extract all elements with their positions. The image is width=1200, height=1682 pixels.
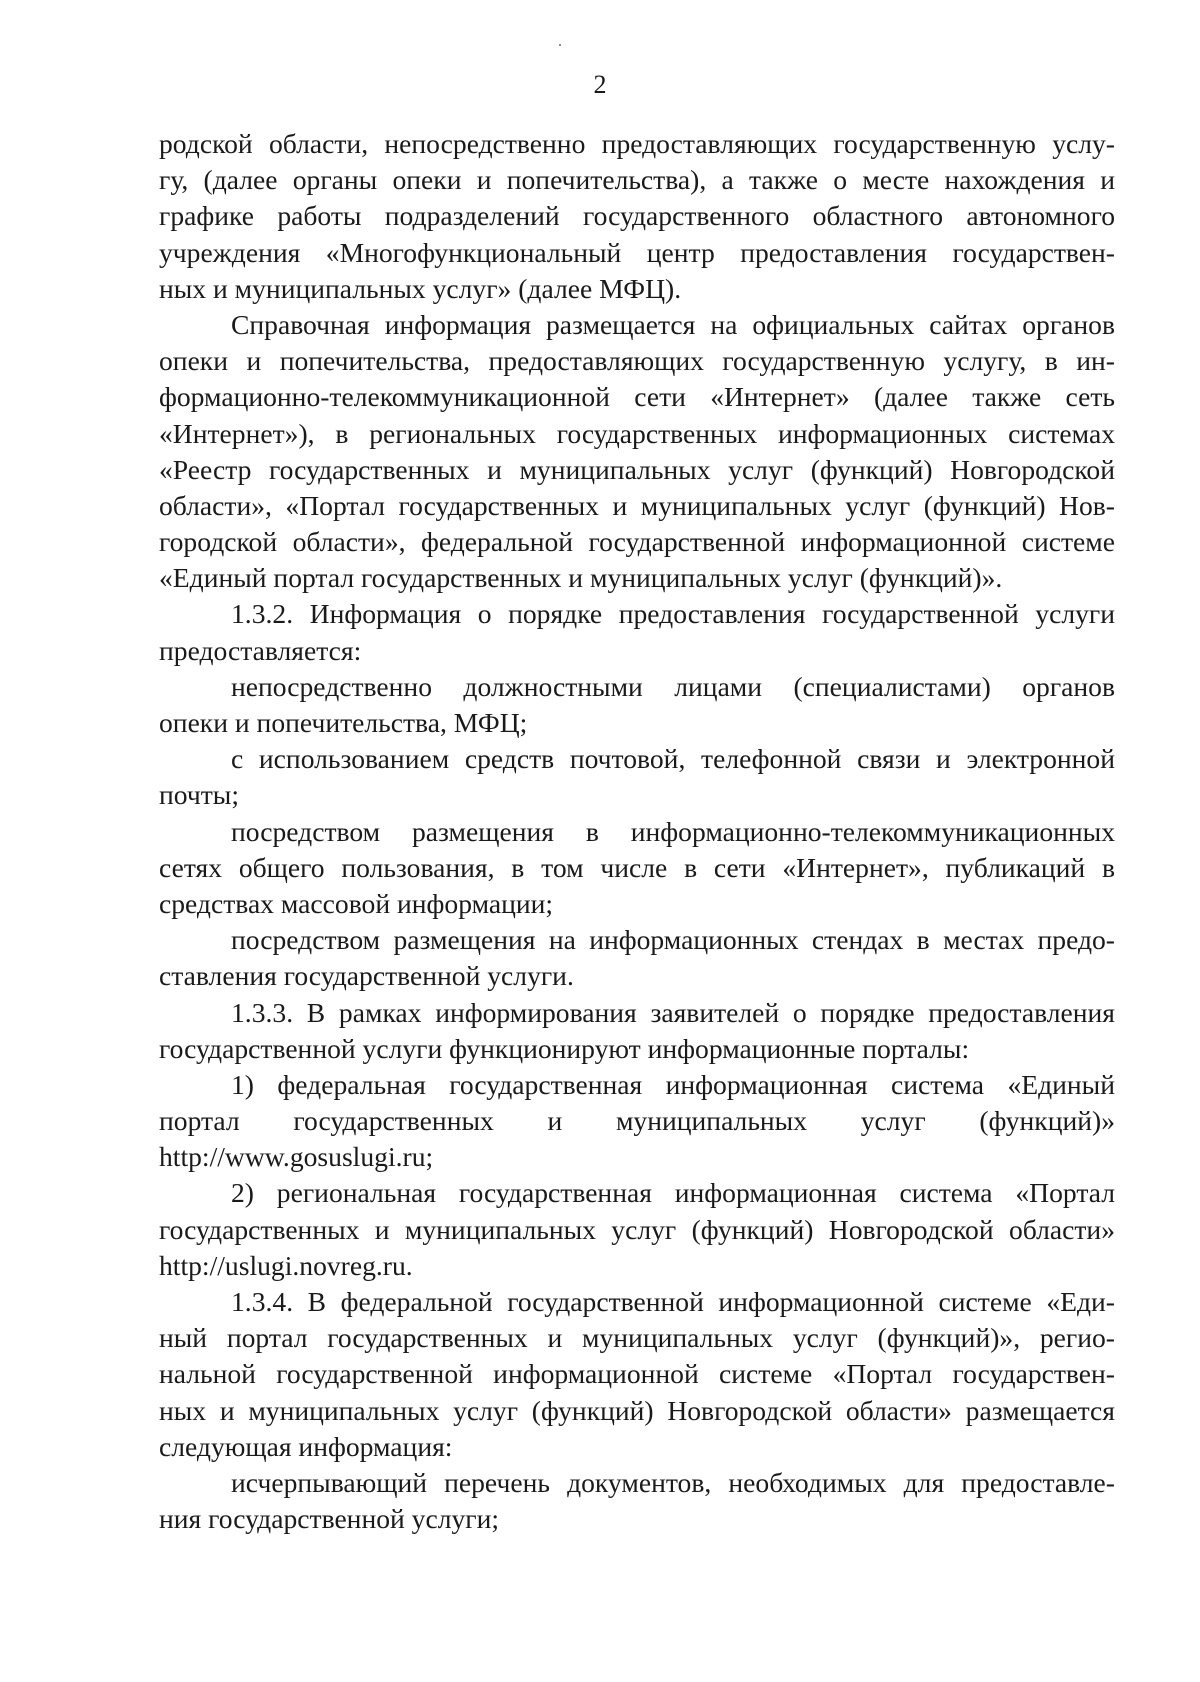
document-body <box>159 126 1115 1537</box>
url-line: http://uslugi.novreg.ru. <box>159 1249 413 1281</box>
paragraph-first-line: с использованием средств почтовой, телефонной связи и электронной <box>231 743 1115 775</box>
text-line: родской области, непосредственно предоставляющих государственную услу- <box>159 128 1115 159</box>
paragraph-first-line: исчерпывающий перечень документов, необходимых для предоставле- <box>231 1466 1115 1498</box>
text-line: государственных и муниципальных услуг (функций) Новгородской области» <box>159 1213 1115 1245</box>
paragraph-first-line: посредством размещения в информационно-телекоммуникационных <box>231 815 1115 847</box>
text-line: нальной государственной информационной системе «Портал государствен- <box>159 1358 1115 1390</box>
text-line: ный портал государственных и муниципальных услуг (функций)», регио- <box>159 1322 1115 1354</box>
text-line: ных и муниципальных услуг» (далее МФЦ). <box>159 272 682 304</box>
scan-speck <box>559 44 561 46</box>
text-line: опеки и попечительства, предоставляющих государственную услугу, в ин- <box>159 345 1115 377</box>
url-line: http://www.gosuslugi.ru; <box>159 1141 434 1173</box>
text-line: «Реестр государственных и муниципальных услуг (функций) Новгородской <box>159 453 1115 485</box>
text-line: графике работы подразделений государственного областного автономного <box>159 200 1115 232</box>
text-line: средствах массовой информации; <box>159 887 554 919</box>
text-line: учреждения «Многофункциональный центр предоставления государствен- <box>159 236 1115 268</box>
paragraph-first-line: 1.3.4. В федеральной государственной информационной системе «Еди- <box>231 1286 1115 1317</box>
paragraph-first-line: 1) федеральная государственная информационная система «Единый <box>231 1068 1115 1100</box>
paragraph-first-line: 2) региональная государственная информационная система «Портал <box>231 1177 1115 1209</box>
text-line: следующая информация: <box>159 1430 453 1462</box>
text-line: опеки и попечительства, МФЦ; <box>159 707 528 738</box>
paragraph-first-line: Справочная информация размещается на официальных сайтах органов <box>231 308 1115 340</box>
text-line: формационно-телекоммуникационной сети «Интернет» (далее также сеть <box>159 381 1115 413</box>
paragraph-first-line: посредством размещения на информационных стендах в местах предо- <box>231 924 1115 956</box>
text-line: ставления государственной услуги. <box>159 960 574 992</box>
text-line: портал государственных и муниципальных услуг (функций)» <box>159 1105 1115 1137</box>
text-line: сетях общего пользования, в том числе в сети «Интернет», публикаций в <box>159 851 1115 883</box>
text-line: области», «Портал государственных и муниципальных услуг (функций) Нов- <box>159 489 1115 521</box>
text-line: государственной услуги функционируют информационные порталы: <box>159 1032 970 1064</box>
paragraph-first-line: 1.3.2. Информация о порядке предоставления государственной услуги <box>231 598 1115 630</box>
text-line: гу, (далее органы опеки и попечительства), а также о месте нахождения и <box>159 164 1115 196</box>
paragraph-first-line: 1.3.3. В рамках информирования заявителей о порядке предоставления <box>231 996 1115 1028</box>
text-line: ния государственной услуги; <box>159 1503 500 1535</box>
text-line: «Интернет»), в региональных государственных информационных системах <box>159 417 1115 449</box>
page-number: 2 <box>593 70 607 99</box>
text-line: «Единый портал государственных и муниципальных услуг (функций)». <box>159 562 1003 594</box>
text-line: ных и муниципальных услуг (функций) Новгородской области» размещается <box>159 1394 1115 1426</box>
text-line: предоставляется: <box>159 634 362 666</box>
paragraph-first-line: непосредственно должностными лицами (специалистами) органов <box>231 670 1115 702</box>
text-line: почты; <box>159 779 239 811</box>
text-line: городской области», федеральной государственной информационной системе <box>159 526 1115 558</box>
